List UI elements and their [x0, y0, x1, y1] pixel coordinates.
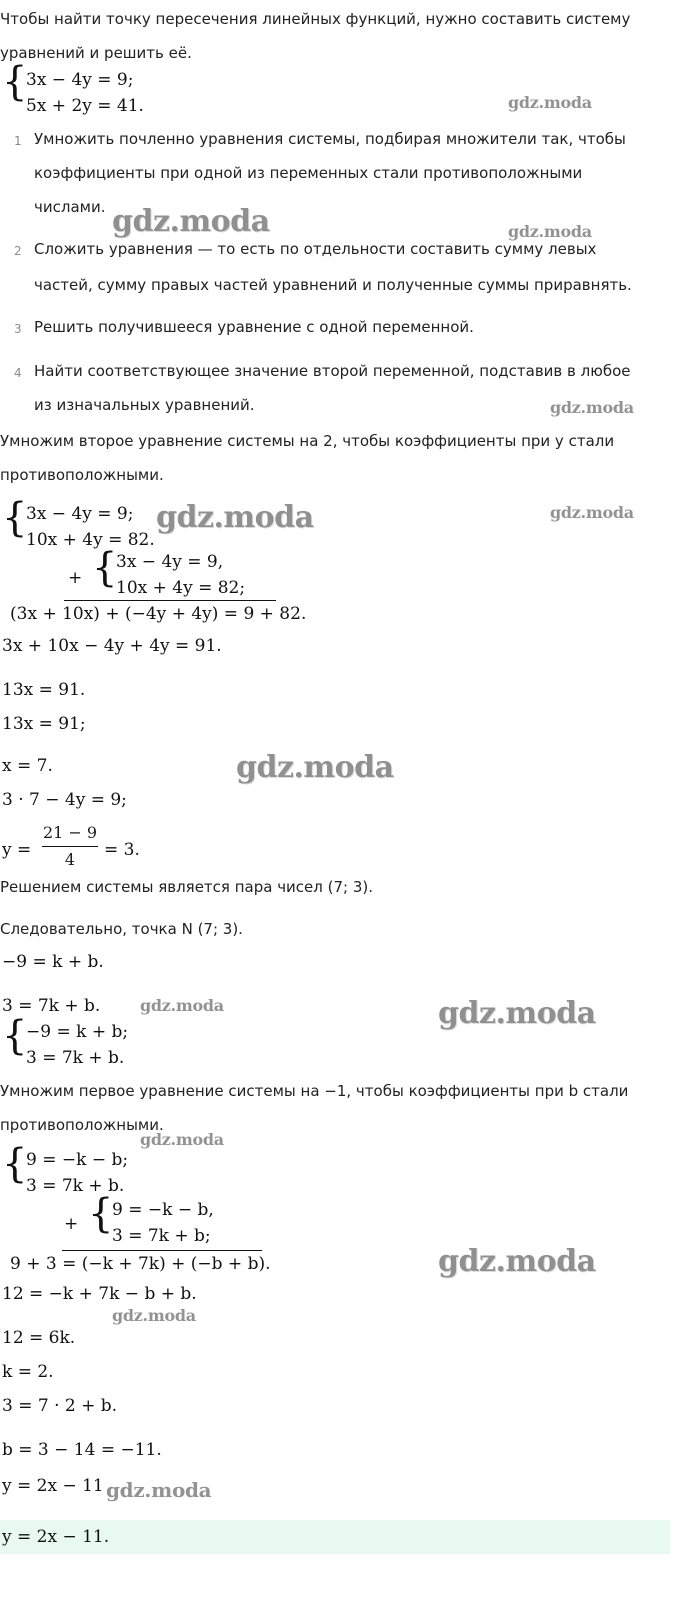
system-brace: {: [2, 1013, 28, 1059]
watermark: gdz.moda: [140, 1130, 224, 1149]
watermark: gdz.moda: [550, 503, 634, 522]
watermark: gdz.moda: [438, 996, 596, 1031]
step-number: 4: [14, 366, 22, 380]
step1-line1: Умножить почленно уравнения системы, подбирая множители так, чтобы: [34, 130, 626, 148]
watermark: gdz.moda: [508, 222, 592, 241]
step2-line1: Сложить уравнения — то есть по отдельности составить сумму левых: [34, 240, 597, 258]
watermark: gdz.moda: [508, 93, 592, 112]
system-brace: {: [2, 1141, 28, 1187]
intro-line-1: Чтобы найти точку пересечения линейных функций, нужно составить систему: [0, 10, 631, 28]
watermark: gdz.moda: [112, 204, 270, 239]
step-number: 1: [14, 134, 22, 148]
calc1-line: x = 7.: [2, 756, 53, 776]
watermark: gdz.moda: [550, 398, 634, 417]
calc1-line: 3x + 10x − 4y + 4y = 91.: [2, 636, 222, 656]
step1-line3: числами.: [34, 198, 106, 216]
system1-eq2: 5x + 2y = 41.: [26, 96, 144, 116]
calc2-line: 3 = 7k + b.: [2, 996, 101, 1016]
frac-numerator: 21 − 9: [42, 823, 98, 842]
calc3-line: y = 2x − 11: [2, 1476, 104, 1496]
step2-line2: частей, сумму правых частей уравнений и полученные суммы приравнять.: [34, 276, 632, 294]
calc2-line: −9 = k + b.: [2, 952, 104, 972]
calc3-line: 12 = 6k.: [2, 1328, 76, 1348]
addition-rule: [62, 1250, 262, 1251]
frac-lhs: y =: [2, 840, 32, 860]
addition-rule: [64, 600, 276, 601]
system-brace: {: [88, 1191, 114, 1237]
mult2-line1: Умножим первое уравнение системы на −1, чтобы коэффициенты при b стали: [0, 1082, 629, 1100]
watermark: gdz.moda: [112, 1306, 196, 1325]
solution-text: Решением системы является пара чисел (7; 3).: [0, 878, 374, 896]
frac-denominator: 4: [64, 850, 76, 869]
mult1-line2: противоположными.: [0, 466, 164, 484]
system-brace: {: [2, 495, 28, 541]
calc3-line: 12 = −k + 7k − b + b.: [2, 1284, 197, 1304]
system3-eq1: −9 = k + b;: [26, 1022, 129, 1042]
step4-line2: из изначальных уравнений.: [34, 396, 255, 414]
fraction-bar: [42, 846, 98, 847]
system1-eq1: 3x − 4y = 9;: [26, 70, 134, 90]
add1-eq1: 3x − 4y = 9,: [116, 552, 224, 572]
system3-eq2: 3 = 7k + b.: [26, 1048, 125, 1068]
plus-sign: +: [68, 568, 83, 588]
add2-eq1: 9 = −k − b,: [112, 1200, 214, 1220]
answer: y = 2x − 11.: [2, 1527, 110, 1547]
watermark: gdz.moda: [438, 1244, 596, 1279]
intro-line-2: уравнений и решить её.: [0, 44, 192, 62]
frac-rhs: = 3.: [104, 840, 140, 860]
step1-line2: коэффициенты при одной из переменных стали противоположными: [34, 164, 583, 182]
system2-eq2: 10x + 4y = 82.: [26, 530, 155, 550]
system4-eq1: 9 = −k − b;: [26, 1150, 129, 1170]
step3-line1: Решить получившееся уравнение с одной переменной.: [34, 318, 474, 336]
add2-result: 9 + 3 = (−k + 7k) + (−b + b).: [10, 1254, 271, 1274]
system2-eq1: 3x − 4y = 9;: [26, 504, 134, 524]
calc3-line: k = 2.: [2, 1362, 54, 1382]
point-text: Следовательно, точка N (7; 3).: [0, 920, 243, 938]
calc3-line: b = 3 − 14 = −11.: [2, 1440, 162, 1460]
watermark: gdz.moda: [156, 500, 314, 535]
plus-sign: +: [64, 1214, 79, 1234]
step-number: 2: [14, 244, 22, 258]
step-number: 3: [14, 322, 22, 336]
add1-eq2: 10x + 4y = 82;: [116, 578, 246, 598]
add2-eq2: 3 = 7k + b;: [112, 1226, 211, 1246]
system4-eq2: 3 = 7k + b.: [26, 1176, 125, 1196]
mult2-line2: противоположными.: [0, 1116, 164, 1134]
watermark: gdz.moda: [236, 750, 394, 785]
system-brace: {: [2, 59, 28, 105]
watermark: gdz.moda: [140, 996, 224, 1015]
calc1-line: 13x = 91;: [2, 714, 86, 734]
calc1-line: 3 · 7 − 4y = 9;: [2, 790, 127, 810]
system-brace: {: [92, 545, 118, 591]
calc1-line: 13x = 91.: [2, 680, 86, 700]
add1-result: (3x + 10x) + (−4y + 4y) = 9 + 82.: [10, 604, 307, 624]
mult1-line1: Умножим второе уравнение системы на 2, чтобы коэффициенты при y стали: [0, 432, 615, 450]
step4-line1: Найти соответствующее значение второй переменной, подставив в любое: [34, 362, 631, 380]
calc3-line: 3 = 7 · 2 + b.: [2, 1396, 118, 1416]
watermark: gdz.moda: [106, 1478, 212, 1502]
